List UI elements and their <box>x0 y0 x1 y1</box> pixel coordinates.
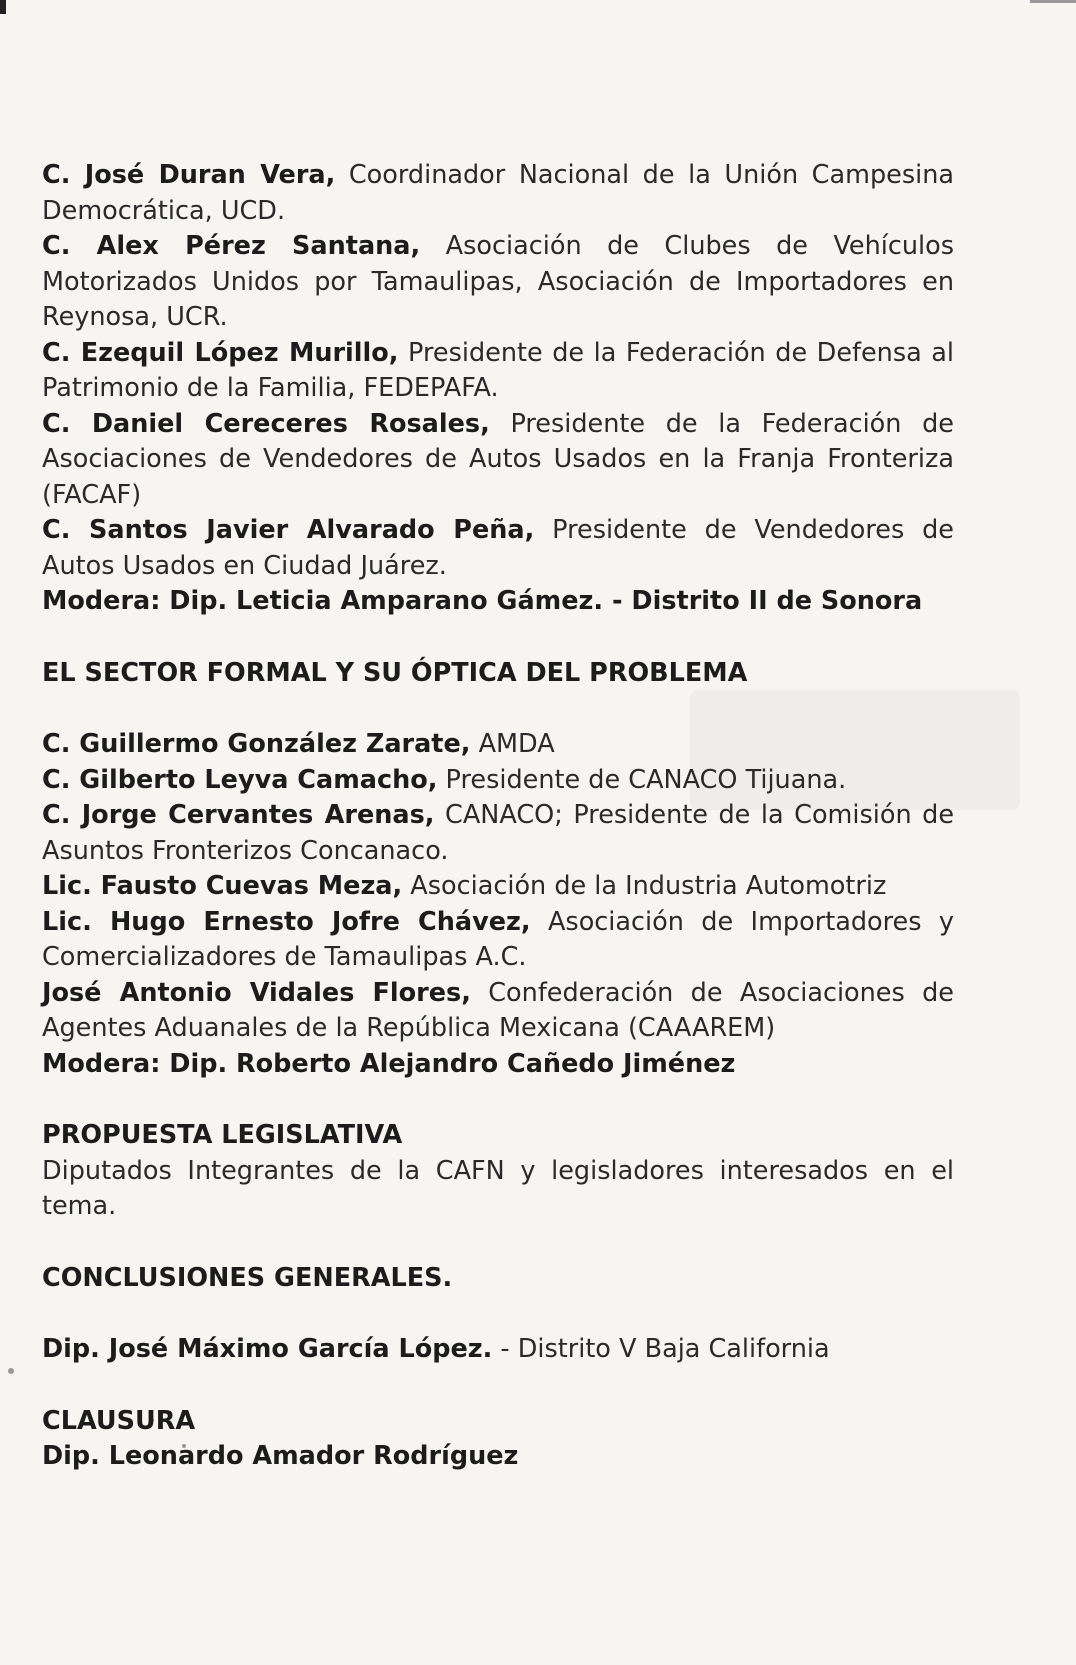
participant-desc: Coordinador Nacional de la Unión Campesina Democrática, UCD. <box>42 160 954 226</box>
participant-entry <box>42 976 954 1047</box>
participant-desc: Asociación de Clubes de Vehículos Motorizados Unidos por Tamaulipas, Asociación de Importadores en Reynosa, UCR. <box>42 231 954 332</box>
participant-name: C. Jorge Cervantes Arenas, <box>42 800 435 830</box>
participant-entry <box>42 763 954 799</box>
section-heading-clausura: CLAUSURA <box>42 1405 196 1436</box>
participant-desc: CANACO; Presidente de la Comisión de Asuntos Fronterizos Concanaco. <box>42 800 955 866</box>
participant-desc: Confederación de Asociaciones de Agentes Aduanales de la República Mexicana (CAAAREM) <box>42 977 954 1043</box>
section-heading-formal: EL SECTOR FORMAL Y SU ÓPTICA DEL PROBLEMA <box>42 657 748 688</box>
clausura-name: Dip. Leonardo Amador Rodríguez <box>42 1441 519 1471</box>
section-heading-conclusiones: CONCLUSIONES GENERALES. <box>42 1262 453 1293</box>
scan-edge-mark <box>0 0 6 14</box>
participant-entry <box>42 229 954 336</box>
participant-name: C. Alex Pérez Santana, <box>42 231 421 261</box>
panel-participants-group1 <box>42 158 954 620</box>
participant-entry <box>42 407 954 514</box>
participant-desc: Presidente de Vendedores de Autos Usados en Ciudad Juárez. <box>42 515 954 581</box>
participant-desc: Presidente de CANACO Tijuana. <box>437 764 847 795</box>
participant-name: Lic. Hugo Ernesto Jofre Chávez, <box>42 906 531 937</box>
participant-desc: Presidente de la Federación de Asociaciones de Vendedores de Autos Usados en la Franja Fronteriza (FACAF) <box>42 408 954 510</box>
conclusiones-desc: - Distrito V Baja California <box>492 1334 830 1364</box>
participant-entry <box>42 905 954 976</box>
participant-name: C. Santos Javier Alvarado Peña, <box>42 515 535 545</box>
participant-desc: Asociación de la Industria Automotriz <box>402 871 887 901</box>
document-page <box>42 158 954 1475</box>
scan-edge-line <box>1030 0 1076 3</box>
section-heading-propuesta: PROPUESTA LEGISLATIVA <box>42 1120 403 1150</box>
participant-desc: Asociación de Importadores y Comercializadores de Tamaulipas A.C. <box>42 906 954 972</box>
propuesta-text: Diputados Integrantes de la CAFN y legisladores interesados en el tema. <box>42 1155 954 1221</box>
participant-name: José Antonio Vidales Flores, <box>42 977 471 1008</box>
scan-speck <box>8 1368 14 1374</box>
participant-desc: Presidente de la Federación de Defensa al Patrimonio de la Familia, FEDEPAFA. <box>42 337 954 403</box>
participant-entry <box>42 158 954 229</box>
conclusiones-name: Dip. José Máximo García López. <box>42 1334 493 1364</box>
participant-name: Lic. Fausto Cuevas Meza, <box>42 871 403 901</box>
participant-name: C. Ezequil López Murillo, <box>42 337 399 368</box>
participant-name: C. Daniel Cereceres Rosales, <box>42 408 490 439</box>
moderator-line: Modera: Dip. Leticia Amparano Gámez. - Distrito II de Sonora <box>42 586 923 616</box>
participant-desc: AMDA <box>470 729 555 759</box>
participant-entry <box>42 727 954 763</box>
participant-name: C. Guillermo González Zarate, <box>42 729 471 759</box>
participant-name: C. José Duran Vera, <box>42 160 336 190</box>
panel-participants-group2 <box>42 727 954 1082</box>
conclusiones-entry <box>42 1332 954 1368</box>
participant-name: C. Gilberto Leyva Camacho, <box>42 764 438 795</box>
moderator-line: Modera: Dip. Roberto Alejandro Cañedo Jiménez <box>42 1048 736 1079</box>
participant-entry <box>42 513 954 584</box>
participant-entry <box>42 798 954 869</box>
participant-entry <box>42 336 954 407</box>
participant-entry <box>42 869 954 905</box>
